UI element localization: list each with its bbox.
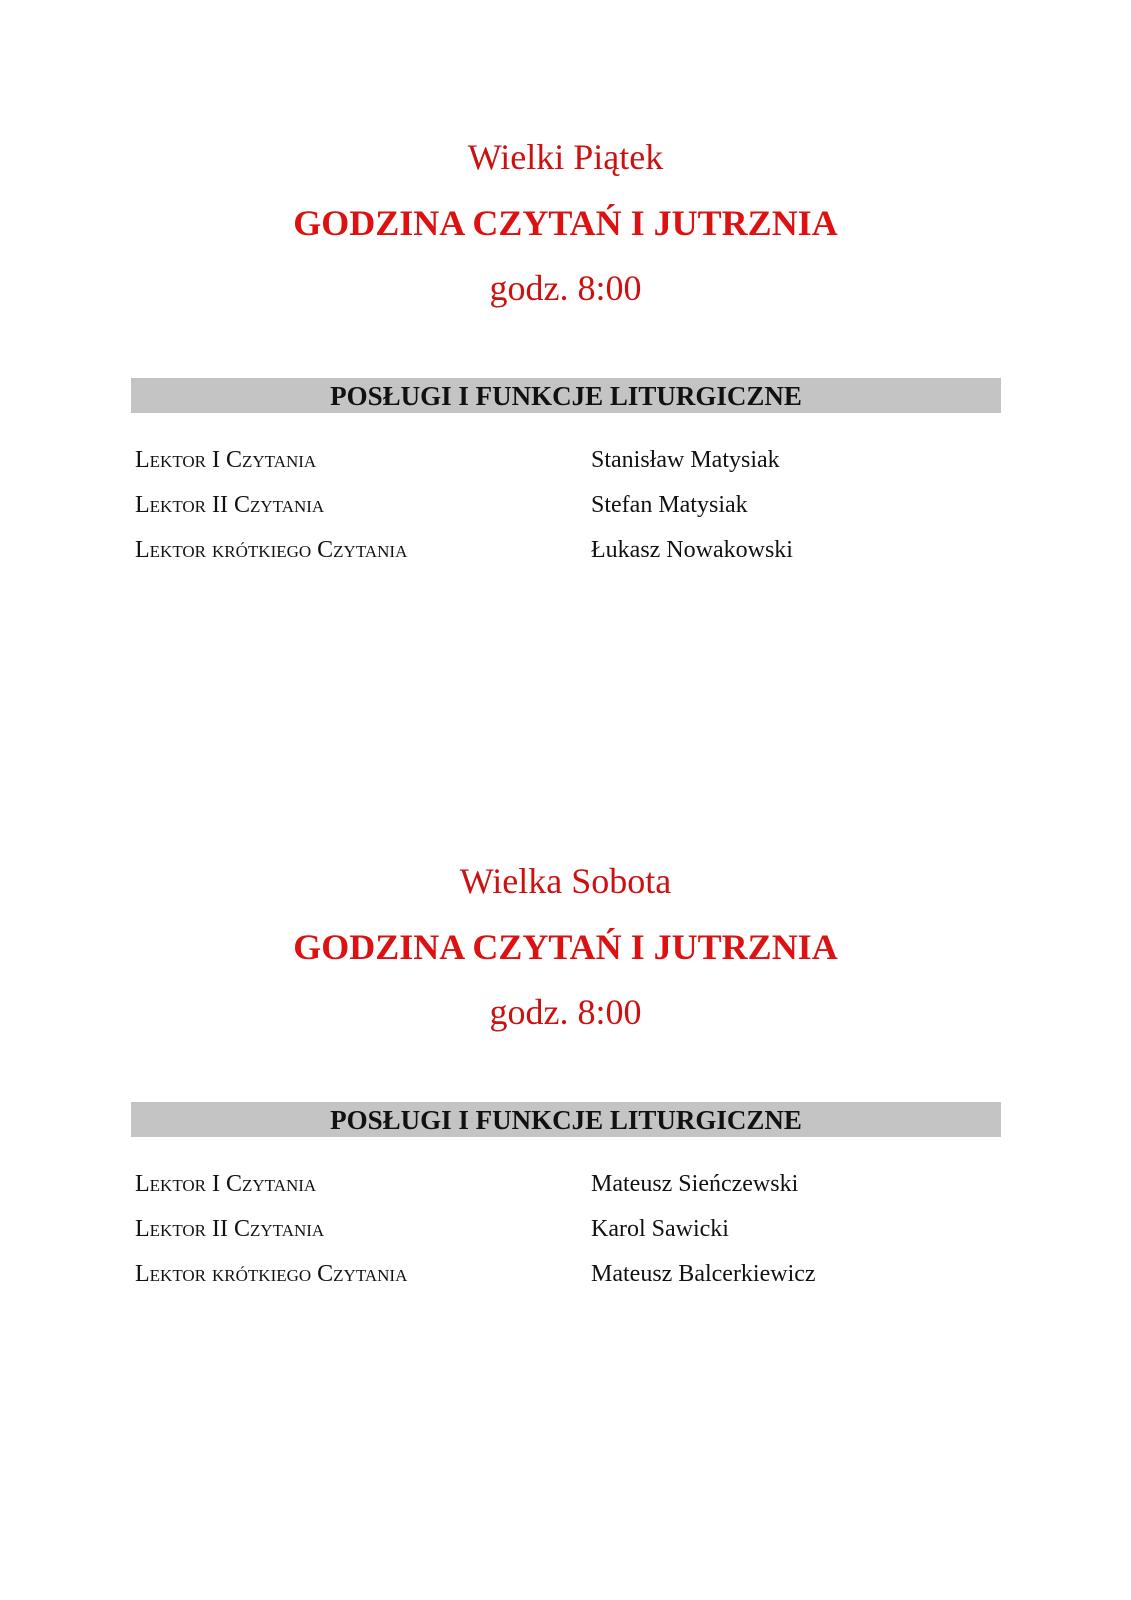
role-row	[0, 444, 1131, 484]
role-label: Lektor II Czytania	[135, 492, 325, 518]
service-title: GODZINA CZYTAŃ I JUTRZNIA	[293, 927, 838, 967]
role-row	[0, 489, 1131, 529]
role-row	[0, 1213, 1131, 1253]
role-row	[0, 1168, 1131, 1208]
day-title: Wielka Sobota	[459, 861, 672, 901]
day-title: Wielki Piątek	[467, 137, 664, 177]
person-name: Stefan Matysiak	[591, 492, 748, 518]
service-time: godz. 8:00	[489, 992, 642, 1032]
role-label: Lektor I Czytania	[135, 1171, 317, 1197]
service-title: GODZINA CZYTAŃ I JUTRZNIA	[293, 203, 838, 243]
person-name: Stanisław Matysiak	[591, 447, 780, 473]
roles-header-bar: POSŁUGI I FUNKCJE LITURGICZNE	[131, 1102, 1001, 1137]
role-label: Lektor krótkiego Czytania	[135, 537, 408, 563]
person-name: Karol Sawicki	[591, 1216, 729, 1242]
roles-header-bar: POSŁUGI I FUNKCJE LITURGICZNE	[131, 378, 1001, 413]
person-name: Mateusz Balcerkiewicz	[591, 1261, 816, 1287]
person-name: Mateusz Sieńczewski	[591, 1171, 799, 1197]
role-row	[0, 1258, 1131, 1298]
role-label: Lektor I Czytania	[135, 447, 317, 473]
service-time: godz. 8:00	[489, 268, 642, 308]
role-label: Lektor krótkiego Czytania	[135, 1261, 408, 1287]
role-row	[0, 534, 1131, 574]
role-label: Lektor II Czytania	[135, 1216, 325, 1242]
person-name: Łukasz Nowakowski	[591, 537, 793, 563]
